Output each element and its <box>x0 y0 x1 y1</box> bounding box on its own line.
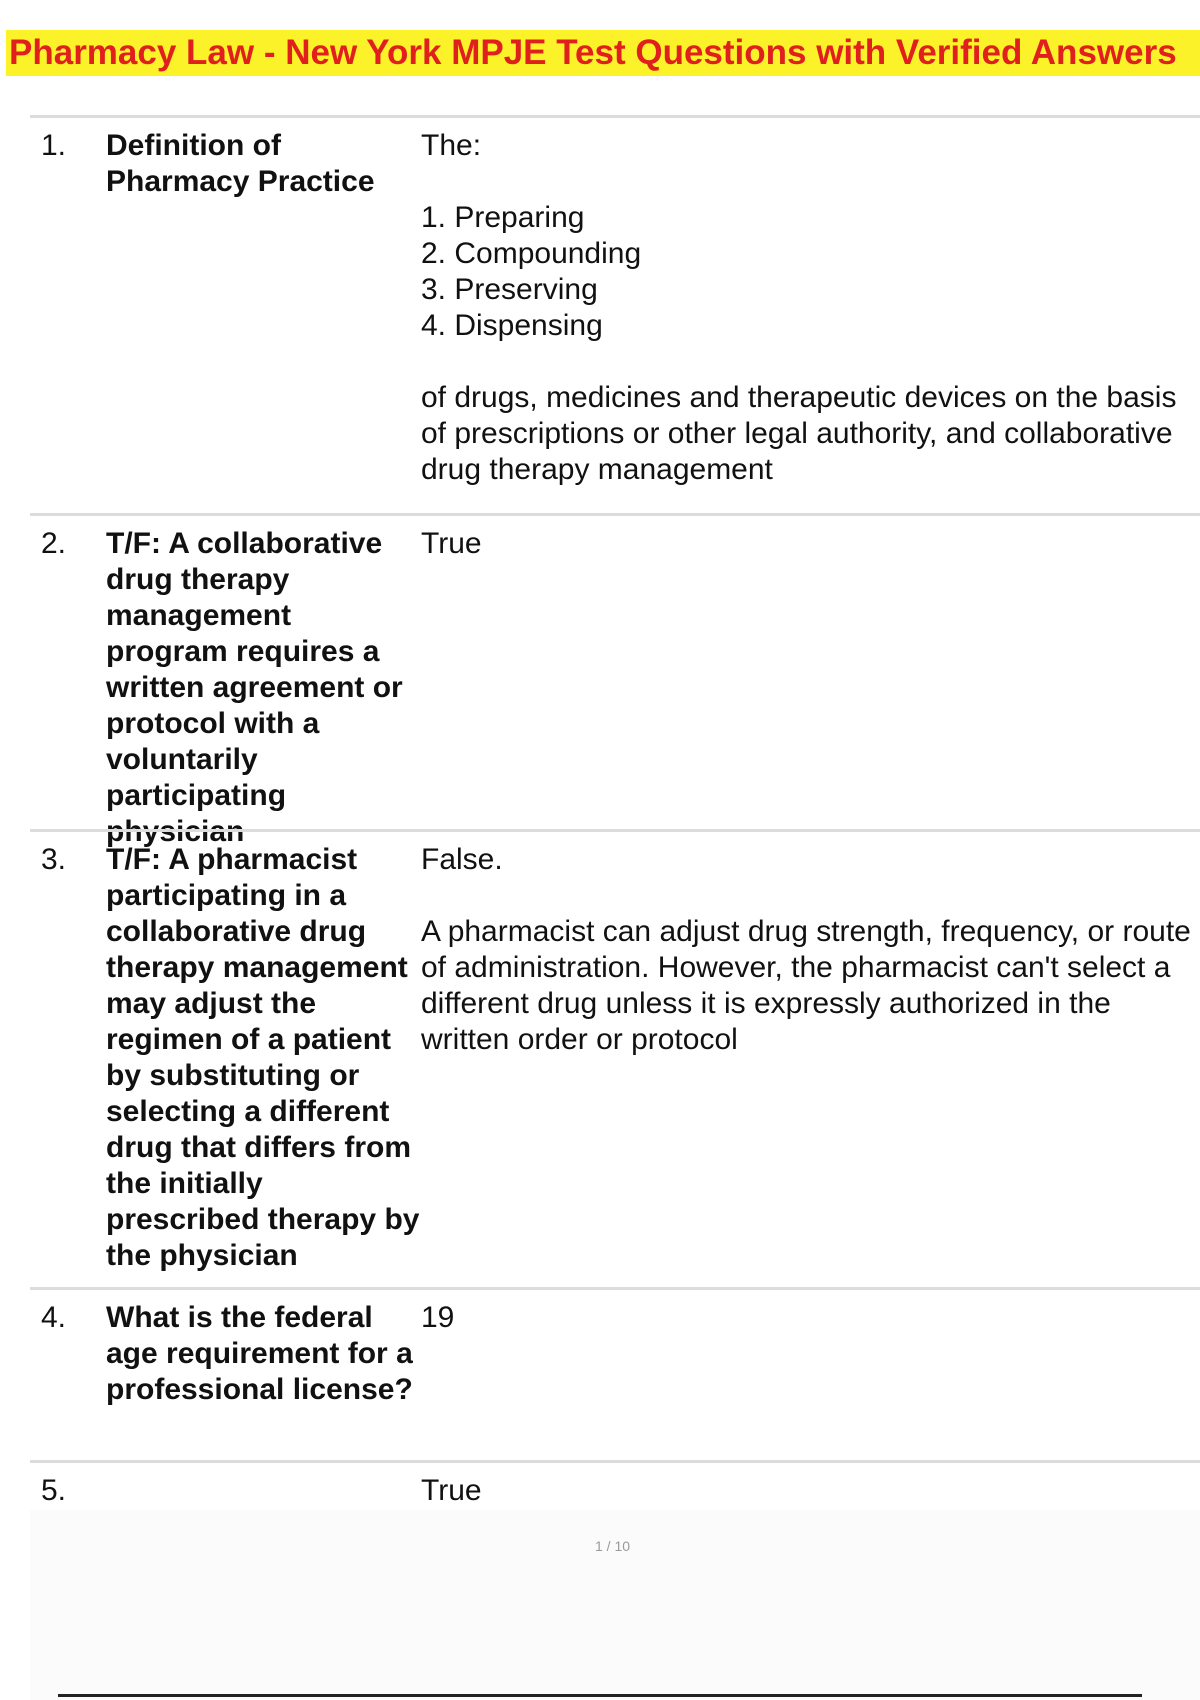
page-indicator: 1 / 10 <box>594 1538 631 1554</box>
answer-text: True <box>421 527 482 560</box>
question-text: What is the federal age requirement for a professional license? <box>106 1301 413 1406</box>
qa-row <box>30 115 1200 513</box>
answer-text: The: 1. Preparing 2. Compounding 3. Preserving 4. Dispensing of drugs, medicines and therapeutic devices on the basis of prescriptions or other legal authority, and collaborative drug therapy management <box>421 129 1177 486</box>
question-number: 5. <box>41 1474 67 1507</box>
question-text: Definition of Pharmacy Practice <box>106 129 375 198</box>
document-title: Pharmacy Law - New York MPJE Test Questions with Verified Answers <box>9 33 1177 72</box>
qa-row <box>30 513 1200 848</box>
question-number: 4. <box>41 1301 67 1334</box>
answer-text: 19 <box>421 1301 455 1334</box>
qa-row <box>30 1287 1200 1460</box>
question-text: T/F: A pharmacist participating in a collaborative drug therapy management may adjust the regimen of a patient by substituting or selecting a different drug that differs from the initially prescribed therapy by the physician <box>106 843 420 1272</box>
question-text: T/F: A collaborative drug therapy management program requires a written agreement or protocol with a voluntarily participating physician <box>106 527 403 848</box>
answer-text: False. A pharmacist can adjust drug strength, frequency, or route of administration. However, the pharmacist can't select a different drug unless it is expressly authorized in the written order or protocol <box>421 843 1191 1056</box>
document-title-banner <box>6 30 1200 76</box>
question-number: 1. <box>41 129 67 162</box>
qa-table <box>30 115 1200 1523</box>
qa-row <box>30 829 1200 1287</box>
page-bottom-divider <box>58 1694 1142 1697</box>
answer-text: True <box>421 1474 482 1507</box>
question-number: 3. <box>41 843 67 876</box>
question-number: 2. <box>41 527 67 560</box>
